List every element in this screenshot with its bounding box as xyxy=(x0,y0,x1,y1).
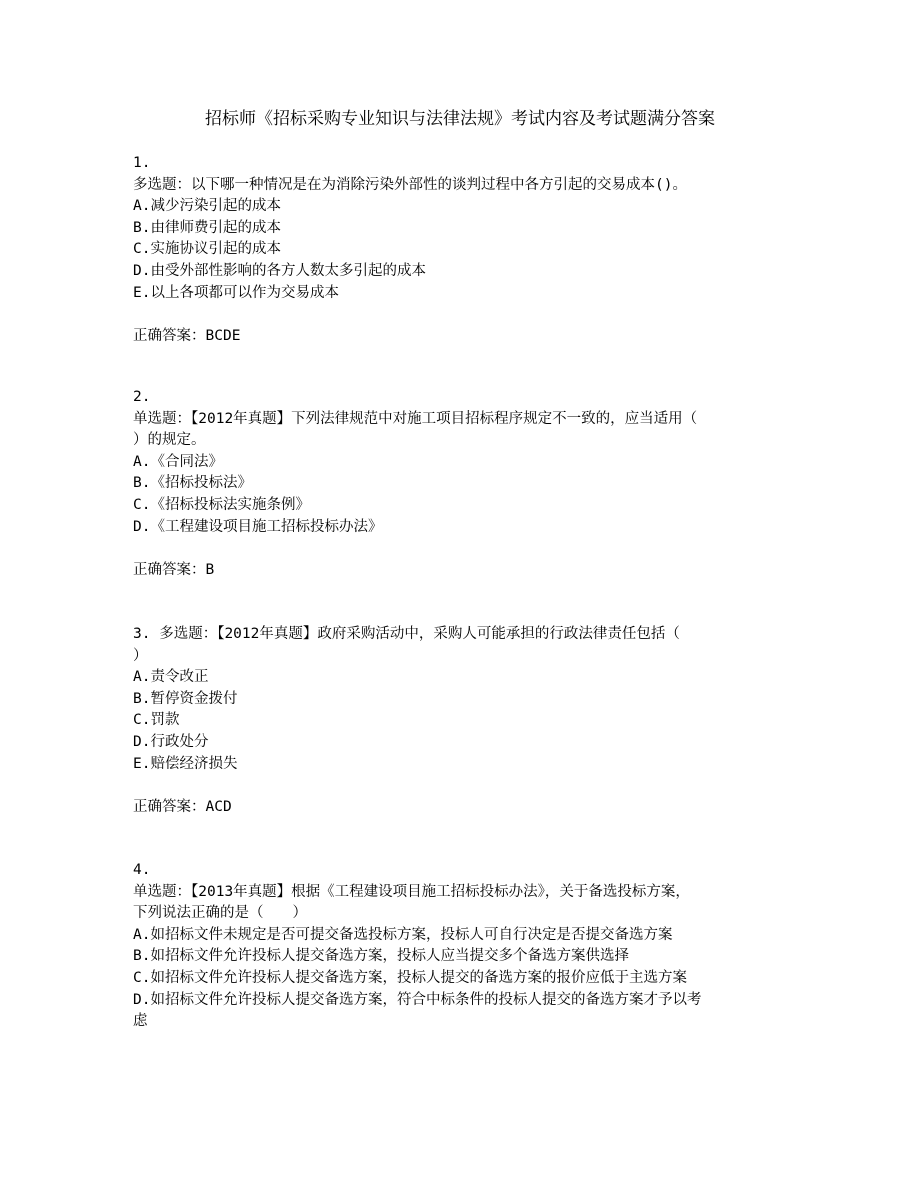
correct-answer: 正确答案：ACD xyxy=(133,798,232,815)
correct-answer: 正确答案：BCDE xyxy=(133,327,241,344)
question-number: 1. xyxy=(133,155,151,171)
option-c: C.《招标投标法实施条例》 xyxy=(133,496,310,513)
option-a: A.《合同法》 xyxy=(133,453,223,470)
question-stem: 3. 多选题：【2012年真题】政府采购活动中，采购人可能承担的行政法律责任包括（ xyxy=(133,626,680,642)
question-4 xyxy=(133,860,793,1033)
option-b: B.由律师费引起的成本 xyxy=(133,219,281,236)
question-stem-continued: ）的规定。 xyxy=(133,432,206,449)
question-stem-continued: 下列说法正确的是（ ） xyxy=(133,905,307,922)
option-b: B.如招标文件允许投标人提交备选方案，投标人应当提交多个备选方案供选择 xyxy=(133,948,629,965)
option-c: C.如招标文件允许投标人提交备选方案，投标人提交的备选方案的报价应低于主选方案 xyxy=(133,969,687,986)
question-number: 2. xyxy=(133,389,151,405)
option-a: A.减少污染引起的成本 xyxy=(133,198,281,215)
option-b: B.暂停资金拨付 xyxy=(133,690,238,707)
option-e: E.赔偿经济损失 xyxy=(133,755,238,772)
option-d: D.行政处分 xyxy=(133,733,209,750)
option-d: D.《工程建设项目施工招标投标办法》 xyxy=(133,518,383,535)
option-c: C.罚款 xyxy=(133,712,180,729)
document-title: 招标师《招标采购专业知识与法律法规》考试内容及考试题满分答案 xyxy=(205,109,715,129)
question-stem-continued: ） xyxy=(133,647,148,664)
question-3 xyxy=(133,624,793,818)
question-stem: 多选题：以下哪一种情况是在为消除污染外部性的谈判过程中各方引起的交易成本()。 xyxy=(133,176,687,193)
question-1 xyxy=(133,153,793,347)
option-c: C.实施协议引起的成本 xyxy=(133,241,281,258)
question-stem: 单选题：【2013年真题】根据《工程建设项目施工招标投标办法》，关于备选投标方案， xyxy=(133,883,690,900)
option-d: D.如招标文件允许投标人提交备选方案，符合中标条件的投标人提交的备选方案才予以考 xyxy=(133,991,702,1008)
option-d-continued: 虑 xyxy=(133,1013,148,1030)
option-e: E.以上各项都可以作为交易成本 xyxy=(133,284,339,301)
correct-answer: 正确答案：B xyxy=(133,561,215,578)
option-b: B.《招标投标法》 xyxy=(133,475,252,492)
question-stem: 单选题：【2012年真题】下列法律规范中对施工项目招标程序规定不一致的，应当适用（ xyxy=(133,410,698,427)
option-a: A.责令改正 xyxy=(133,669,209,686)
question-2 xyxy=(133,387,793,581)
question-number: 4. xyxy=(133,862,151,878)
option-a: A.如招标文件未规定是否可提交备选投标方案，投标人可自行决定是否提交备选方案 xyxy=(133,926,673,943)
option-d: D.由受外部性影响的各方人数太多引起的成本 xyxy=(133,262,426,279)
